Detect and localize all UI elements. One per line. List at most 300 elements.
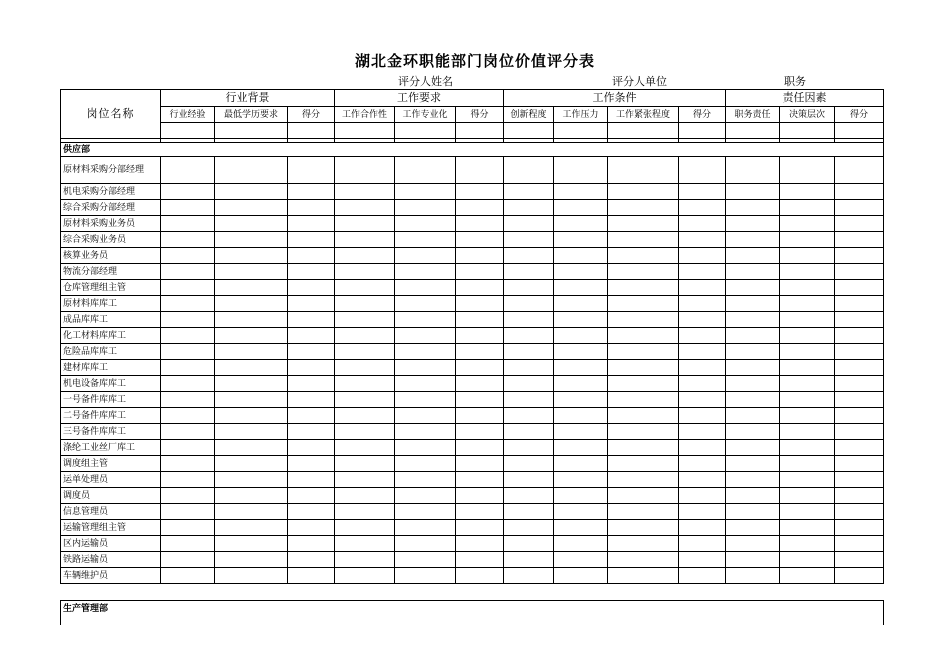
score-cell[interactable] xyxy=(456,200,504,216)
score-cell[interactable] xyxy=(608,568,679,584)
score-cell[interactable] xyxy=(335,157,395,184)
score-cell[interactable] xyxy=(608,157,679,184)
score-cell[interactable] xyxy=(335,280,395,296)
score-cell[interactable] xyxy=(395,408,456,424)
score-cell[interactable] xyxy=(679,440,726,456)
score-cell[interactable] xyxy=(679,504,726,520)
score-cell[interactable] xyxy=(161,568,215,584)
score-cell[interactable] xyxy=(288,488,335,504)
score-cell[interactable] xyxy=(215,123,288,139)
score-cell[interactable] xyxy=(456,536,504,552)
score-cell[interactable] xyxy=(335,296,395,312)
score-cell[interactable] xyxy=(335,200,395,216)
score-cell[interactable] xyxy=(554,312,608,328)
score-cell[interactable] xyxy=(215,344,288,360)
score-cell[interactable] xyxy=(335,248,395,264)
score-cell[interactable] xyxy=(679,568,726,584)
score-cell[interactable] xyxy=(335,344,395,360)
score-cell[interactable] xyxy=(726,200,780,216)
score-cell[interactable] xyxy=(335,568,395,584)
score-cell[interactable] xyxy=(504,504,554,520)
score-cell[interactable] xyxy=(395,536,456,552)
score-cell[interactable] xyxy=(835,200,884,216)
score-cell[interactable] xyxy=(780,157,835,184)
score-cell[interactable] xyxy=(504,568,554,584)
score-cell[interactable] xyxy=(608,344,679,360)
score-cell[interactable] xyxy=(395,520,456,536)
score-cell[interactable] xyxy=(215,296,288,312)
score-cell[interactable] xyxy=(504,184,554,200)
score-cell[interactable] xyxy=(726,440,780,456)
score-cell[interactable] xyxy=(835,520,884,536)
score-cell[interactable] xyxy=(335,520,395,536)
score-cell[interactable] xyxy=(456,232,504,248)
score-cell[interactable] xyxy=(679,376,726,392)
score-cell[interactable] xyxy=(835,376,884,392)
score-cell[interactable] xyxy=(780,344,835,360)
score-cell[interactable] xyxy=(554,568,608,584)
score-cell[interactable] xyxy=(161,456,215,472)
score-cell[interactable] xyxy=(395,184,456,200)
score-cell[interactable] xyxy=(554,440,608,456)
score-cell[interactable] xyxy=(456,376,504,392)
score-cell[interactable] xyxy=(161,312,215,328)
score-cell[interactable] xyxy=(395,568,456,584)
score-cell[interactable] xyxy=(288,376,335,392)
score-cell[interactable] xyxy=(456,312,504,328)
score-cell[interactable] xyxy=(554,552,608,568)
score-cell[interactable] xyxy=(456,568,504,584)
score-cell[interactable] xyxy=(215,360,288,376)
score-cell[interactable] xyxy=(335,232,395,248)
score-cell[interactable] xyxy=(608,552,679,568)
score-cell[interactable] xyxy=(288,328,335,344)
score-cell[interactable] xyxy=(504,123,554,139)
score-cell[interactable] xyxy=(161,200,215,216)
score-cell[interactable] xyxy=(835,157,884,184)
score-cell[interactable] xyxy=(215,312,288,328)
score-cell[interactable] xyxy=(161,440,215,456)
score-cell[interactable] xyxy=(456,184,504,200)
score-cell[interactable] xyxy=(726,472,780,488)
score-cell[interactable] xyxy=(335,360,395,376)
score-cell[interactable] xyxy=(288,408,335,424)
score-cell[interactable] xyxy=(504,328,554,344)
score-cell[interactable] xyxy=(835,440,884,456)
score-cell[interactable] xyxy=(608,488,679,504)
score-cell[interactable] xyxy=(504,552,554,568)
score-cell[interactable] xyxy=(395,248,456,264)
score-cell[interactable] xyxy=(608,424,679,440)
score-cell[interactable] xyxy=(215,536,288,552)
score-cell[interactable] xyxy=(679,488,726,504)
score-cell[interactable] xyxy=(726,328,780,344)
score-cell[interactable] xyxy=(679,296,726,312)
score-cell[interactable] xyxy=(679,472,726,488)
score-cell[interactable] xyxy=(288,280,335,296)
score-cell[interactable] xyxy=(726,392,780,408)
score-cell[interactable] xyxy=(780,456,835,472)
score-cell[interactable] xyxy=(679,280,726,296)
score-cell[interactable] xyxy=(554,280,608,296)
score-cell[interactable] xyxy=(726,157,780,184)
score-cell[interactable] xyxy=(335,264,395,280)
score-cell[interactable] xyxy=(395,392,456,408)
score-cell[interactable] xyxy=(835,536,884,552)
score-cell[interactable] xyxy=(288,424,335,440)
score-cell[interactable] xyxy=(161,392,215,408)
score-cell[interactable] xyxy=(215,488,288,504)
score-cell[interactable] xyxy=(780,360,835,376)
score-cell[interactable] xyxy=(288,536,335,552)
score-cell[interactable] xyxy=(679,408,726,424)
score-cell[interactable] xyxy=(726,216,780,232)
score-cell[interactable] xyxy=(726,488,780,504)
score-cell[interactable] xyxy=(288,200,335,216)
score-cell[interactable] xyxy=(456,248,504,264)
score-cell[interactable] xyxy=(504,296,554,312)
score-cell[interactable] xyxy=(679,264,726,280)
score-cell[interactable] xyxy=(456,472,504,488)
score-cell[interactable] xyxy=(726,360,780,376)
score-cell[interactable] xyxy=(215,504,288,520)
score-cell[interactable] xyxy=(161,328,215,344)
score-cell[interactable] xyxy=(679,248,726,264)
score-cell[interactable] xyxy=(679,392,726,408)
score-cell[interactable] xyxy=(504,200,554,216)
score-cell[interactable] xyxy=(456,157,504,184)
score-cell[interactable] xyxy=(608,504,679,520)
score-cell[interactable] xyxy=(456,216,504,232)
score-cell[interactable] xyxy=(456,552,504,568)
score-cell[interactable] xyxy=(215,424,288,440)
score-cell[interactable] xyxy=(504,472,554,488)
score-cell[interactable] xyxy=(780,552,835,568)
score-cell[interactable] xyxy=(554,232,608,248)
score-cell[interactable] xyxy=(215,248,288,264)
score-cell[interactable] xyxy=(554,200,608,216)
score-cell[interactable] xyxy=(161,232,215,248)
score-cell[interactable] xyxy=(335,488,395,504)
score-cell[interactable] xyxy=(215,328,288,344)
score-cell[interactable] xyxy=(335,184,395,200)
score-cell[interactable] xyxy=(608,536,679,552)
score-cell[interactable] xyxy=(608,232,679,248)
score-cell[interactable] xyxy=(554,123,608,139)
score-cell[interactable] xyxy=(456,123,504,139)
score-cell[interactable] xyxy=(726,536,780,552)
score-cell[interactable] xyxy=(335,424,395,440)
score-cell[interactable] xyxy=(780,123,835,139)
score-cell[interactable] xyxy=(161,248,215,264)
score-cell[interactable] xyxy=(554,392,608,408)
score-cell[interactable] xyxy=(161,536,215,552)
score-cell[interactable] xyxy=(215,200,288,216)
score-cell[interactable] xyxy=(504,360,554,376)
score-cell[interactable] xyxy=(395,312,456,328)
score-cell[interactable] xyxy=(288,520,335,536)
score-cell[interactable] xyxy=(679,328,726,344)
score-cell[interactable] xyxy=(679,123,726,139)
score-cell[interactable] xyxy=(679,200,726,216)
score-cell[interactable] xyxy=(395,344,456,360)
score-cell[interactable] xyxy=(780,376,835,392)
score-cell[interactable] xyxy=(215,216,288,232)
score-cell[interactable] xyxy=(726,504,780,520)
score-cell[interactable] xyxy=(608,328,679,344)
score-cell[interactable] xyxy=(608,376,679,392)
score-cell[interactable] xyxy=(608,216,679,232)
score-cell[interactable] xyxy=(161,157,215,184)
score-cell[interactable] xyxy=(335,392,395,408)
score-cell[interactable] xyxy=(504,248,554,264)
score-cell[interactable] xyxy=(726,184,780,200)
score-cell[interactable] xyxy=(679,184,726,200)
score-cell[interactable] xyxy=(554,328,608,344)
score-cell[interactable] xyxy=(554,456,608,472)
score-cell[interactable] xyxy=(395,504,456,520)
score-cell[interactable] xyxy=(395,123,456,139)
score-cell[interactable] xyxy=(288,504,335,520)
score-cell[interactable] xyxy=(780,200,835,216)
score-cell[interactable] xyxy=(288,216,335,232)
score-cell[interactable] xyxy=(335,536,395,552)
score-cell[interactable] xyxy=(608,312,679,328)
score-cell[interactable] xyxy=(554,296,608,312)
score-cell[interactable] xyxy=(780,312,835,328)
score-cell[interactable] xyxy=(456,440,504,456)
score-cell[interactable] xyxy=(288,232,335,248)
score-cell[interactable] xyxy=(726,408,780,424)
score-cell[interactable] xyxy=(456,408,504,424)
score-cell[interactable] xyxy=(608,264,679,280)
score-cell[interactable] xyxy=(161,520,215,536)
score-cell[interactable] xyxy=(780,536,835,552)
score-cell[interactable] xyxy=(554,264,608,280)
score-cell[interactable] xyxy=(456,264,504,280)
score-cell[interactable] xyxy=(288,296,335,312)
score-cell[interactable] xyxy=(504,344,554,360)
score-cell[interactable] xyxy=(504,408,554,424)
score-cell[interactable] xyxy=(780,424,835,440)
score-cell[interactable] xyxy=(608,392,679,408)
score-cell[interactable] xyxy=(554,520,608,536)
score-cell[interactable] xyxy=(215,568,288,584)
score-cell[interactable] xyxy=(161,344,215,360)
score-cell[interactable] xyxy=(835,360,884,376)
score-cell[interactable] xyxy=(780,248,835,264)
score-cell[interactable] xyxy=(780,280,835,296)
score-cell[interactable] xyxy=(288,248,335,264)
score-cell[interactable] xyxy=(215,552,288,568)
score-cell[interactable] xyxy=(679,216,726,232)
score-cell[interactable] xyxy=(608,360,679,376)
score-cell[interactable] xyxy=(456,392,504,408)
score-cell[interactable] xyxy=(780,440,835,456)
score-cell[interactable] xyxy=(608,456,679,472)
score-cell[interactable] xyxy=(504,264,554,280)
score-cell[interactable] xyxy=(395,456,456,472)
score-cell[interactable] xyxy=(215,184,288,200)
score-cell[interactable] xyxy=(780,264,835,280)
score-cell[interactable] xyxy=(504,488,554,504)
score-cell[interactable] xyxy=(726,456,780,472)
score-cell[interactable] xyxy=(161,488,215,504)
score-cell[interactable] xyxy=(504,392,554,408)
score-cell[interactable] xyxy=(288,157,335,184)
score-cell[interactable] xyxy=(554,376,608,392)
score-cell[interactable] xyxy=(215,456,288,472)
score-cell[interactable] xyxy=(726,344,780,360)
score-cell[interactable] xyxy=(395,440,456,456)
score-cell[interactable] xyxy=(608,440,679,456)
score-cell[interactable] xyxy=(835,280,884,296)
score-cell[interactable] xyxy=(161,504,215,520)
score-cell[interactable] xyxy=(504,232,554,248)
score-cell[interactable] xyxy=(504,456,554,472)
score-cell[interactable] xyxy=(504,157,554,184)
score-cell[interactable] xyxy=(835,296,884,312)
score-cell[interactable] xyxy=(215,392,288,408)
score-cell[interactable] xyxy=(726,123,780,139)
score-cell[interactable] xyxy=(780,568,835,584)
score-cell[interactable] xyxy=(395,328,456,344)
score-cell[interactable] xyxy=(215,520,288,536)
score-cell[interactable] xyxy=(835,216,884,232)
score-cell[interactable] xyxy=(780,472,835,488)
score-cell[interactable] xyxy=(679,424,726,440)
score-cell[interactable] xyxy=(679,520,726,536)
score-cell[interactable] xyxy=(395,280,456,296)
score-cell[interactable] xyxy=(835,312,884,328)
score-cell[interactable] xyxy=(288,123,335,139)
score-cell[interactable] xyxy=(780,392,835,408)
score-cell[interactable] xyxy=(780,488,835,504)
score-cell[interactable] xyxy=(726,552,780,568)
score-cell[interactable] xyxy=(726,296,780,312)
score-cell[interactable] xyxy=(215,376,288,392)
score-cell[interactable] xyxy=(835,328,884,344)
score-cell[interactable] xyxy=(726,424,780,440)
score-cell[interactable] xyxy=(679,552,726,568)
score-cell[interactable] xyxy=(726,312,780,328)
score-cell[interactable] xyxy=(335,123,395,139)
score-cell[interactable] xyxy=(835,264,884,280)
score-cell[interactable] xyxy=(161,296,215,312)
score-cell[interactable] xyxy=(335,552,395,568)
score-cell[interactable] xyxy=(456,424,504,440)
score-cell[interactable] xyxy=(780,296,835,312)
score-cell[interactable] xyxy=(161,472,215,488)
score-cell[interactable] xyxy=(504,312,554,328)
score-cell[interactable] xyxy=(395,488,456,504)
score-cell[interactable] xyxy=(835,392,884,408)
score-cell[interactable] xyxy=(835,552,884,568)
score-cell[interactable] xyxy=(554,157,608,184)
score-cell[interactable] xyxy=(504,376,554,392)
score-cell[interactable] xyxy=(288,568,335,584)
score-cell[interactable] xyxy=(456,488,504,504)
score-cell[interactable] xyxy=(835,472,884,488)
score-cell[interactable] xyxy=(679,360,726,376)
score-cell[interactable] xyxy=(835,424,884,440)
score-cell[interactable] xyxy=(288,360,335,376)
score-cell[interactable] xyxy=(608,296,679,312)
score-cell[interactable] xyxy=(608,408,679,424)
score-cell[interactable] xyxy=(335,472,395,488)
score-cell[interactable] xyxy=(726,232,780,248)
score-cell[interactable] xyxy=(554,472,608,488)
score-cell[interactable] xyxy=(288,440,335,456)
score-cell[interactable] xyxy=(554,424,608,440)
score-cell[interactable] xyxy=(608,248,679,264)
score-cell[interactable] xyxy=(456,296,504,312)
score-cell[interactable] xyxy=(504,440,554,456)
score-cell[interactable] xyxy=(554,184,608,200)
score-cell[interactable] xyxy=(395,472,456,488)
score-cell[interactable] xyxy=(215,232,288,248)
score-cell[interactable] xyxy=(161,280,215,296)
score-cell[interactable] xyxy=(780,520,835,536)
score-cell[interactable] xyxy=(835,123,884,139)
score-cell[interactable] xyxy=(161,216,215,232)
score-cell[interactable] xyxy=(554,504,608,520)
score-cell[interactable] xyxy=(504,216,554,232)
score-cell[interactable] xyxy=(608,184,679,200)
score-cell[interactable] xyxy=(504,280,554,296)
score-cell[interactable] xyxy=(456,280,504,296)
score-cell[interactable] xyxy=(335,216,395,232)
score-cell[interactable] xyxy=(395,232,456,248)
score-cell[interactable] xyxy=(835,568,884,584)
score-cell[interactable] xyxy=(835,488,884,504)
score-cell[interactable] xyxy=(395,216,456,232)
score-cell[interactable] xyxy=(395,552,456,568)
score-cell[interactable] xyxy=(554,360,608,376)
score-cell[interactable] xyxy=(456,328,504,344)
score-cell[interactable] xyxy=(679,157,726,184)
score-cell[interactable] xyxy=(726,280,780,296)
score-cell[interactable] xyxy=(161,360,215,376)
score-cell[interactable] xyxy=(215,264,288,280)
score-cell[interactable] xyxy=(780,504,835,520)
score-cell[interactable] xyxy=(504,424,554,440)
score-cell[interactable] xyxy=(335,456,395,472)
score-cell[interactable] xyxy=(780,184,835,200)
score-cell[interactable] xyxy=(288,392,335,408)
score-cell[interactable] xyxy=(456,504,504,520)
score-cell[interactable] xyxy=(161,123,215,139)
score-cell[interactable] xyxy=(679,536,726,552)
score-cell[interactable] xyxy=(608,520,679,536)
score-cell[interactable] xyxy=(395,296,456,312)
score-cell[interactable] xyxy=(835,344,884,360)
score-cell[interactable] xyxy=(161,408,215,424)
score-cell[interactable] xyxy=(395,360,456,376)
score-cell[interactable] xyxy=(835,232,884,248)
score-cell[interactable] xyxy=(726,248,780,264)
score-cell[interactable] xyxy=(395,200,456,216)
score-cell[interactable] xyxy=(395,157,456,184)
score-cell[interactable] xyxy=(608,200,679,216)
score-cell[interactable] xyxy=(161,184,215,200)
score-cell[interactable] xyxy=(456,456,504,472)
score-cell[interactable] xyxy=(554,536,608,552)
score-cell[interactable] xyxy=(288,264,335,280)
score-cell[interactable] xyxy=(835,248,884,264)
score-cell[interactable] xyxy=(780,232,835,248)
score-cell[interactable] xyxy=(335,440,395,456)
